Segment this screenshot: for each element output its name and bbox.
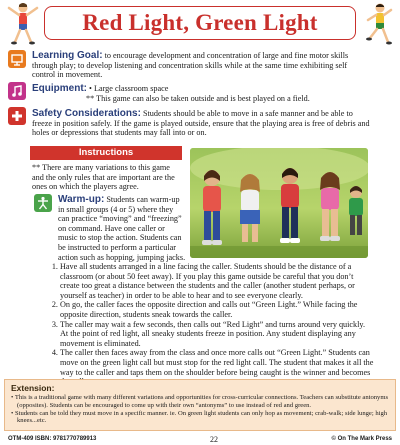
equipment-line-2: ** This game can also be taken outside and is best played on a field. — [86, 93, 310, 103]
footer-publisher: © On The Mark Press — [331, 436, 392, 442]
page-title: Red Light, Green Light — [82, 10, 318, 35]
instruction-step: 2. On go, the caller faces the opposite direction and calls out “Green Light.” While facing the opposite direction, students sneak towards the caller. — [60, 300, 374, 319]
instructions-note: ** There are many variations to this game and the only rules that are important are the ones on which the players agree. — [32, 163, 175, 192]
running-kid-right-illustration — [360, 2, 398, 46]
page-footer — [8, 434, 392, 444]
equipment-label: Equipment: — [32, 83, 87, 94]
learning-goal-text: to encourage development and concentration of large and fine motor skills through play; to develop listening and concentration skills while at the same time exhibiting self control in movement. — [32, 51, 349, 80]
safety-text: Students should be able to move in a safe manner and be able to freeze in position safely. If the game is played outside, ensure that the playing area is free of debris and holes or depressions that students may fall into or on. — [32, 109, 370, 138]
extension-box — [4, 379, 396, 431]
footer-isbn: OTM-409 ISBN: 9781770789913 — [8, 436, 97, 442]
stretching-figure-icon — [34, 194, 52, 212]
title-banner — [44, 6, 356, 40]
extension-item: • This is a traditional game with many different variations and opportunities for cross-curricular connections. Teachers can substitute antonyms (opposites). Students can be encouraged to come up with their own “antonyms” to use instead of red and green. — [11, 394, 389, 410]
music-note-icon — [8, 82, 26, 100]
target-icon — [8, 50, 26, 68]
learning-goal-label: Learning Goal: — [32, 50, 103, 61]
extension-heading: Extension: — [11, 383, 55, 393]
equipment-line-1: • Large classroom space — [89, 84, 169, 93]
page-number: 22 — [209, 434, 218, 444]
running-children-photo — [190, 148, 368, 258]
instructions-heading: Instructions — [30, 146, 182, 160]
extension-item: • Students can be told they must move in a specific manner. ie. On green light students can only hop as movement; crab-walk; side lunge; high knees...etc. — [11, 410, 389, 426]
warm-up-label: Warm-up: — [58, 194, 105, 205]
instruction-step: 1. Have all students arranged in a line facing the caller. Students should be the distance of a classroom (or about 50 feet away). If you play this game outside be careful that you don’t create too great a distance between the students and the caller (another student perhaps, or yourself as teacher) in order to be able to hear and to see everyone clearly. — [60, 262, 374, 300]
instruction-steps-list — [44, 262, 374, 387]
jumping-kid-left-illustration — [4, 2, 42, 46]
first-aid-cross-icon — [8, 107, 26, 125]
instruction-step: 3. The caller may wait a few seconds, then calls out “Red Light” and turns around very quickly. At the point of red light, all sneaky students freeze in position. Any student displaying any movement is eliminated. — [60, 320, 374, 349]
equipment-section — [32, 84, 372, 103]
safety-section — [32, 109, 372, 138]
learning-goal-section — [32, 51, 372, 80]
extension-list — [11, 394, 389, 425]
instruction-step: 4. The caller then faces away from the class and once more calls out “Green Light.” Students can move on the green light call but must stop for the red light call. The student that makes it all the way to the caller and taps them on the shoulder before being caught is the winner and becomes — [60, 348, 374, 386]
warm-up-section — [58, 195, 186, 262]
warm-up-text: Students can warm-up in small groups (4 or 5) where they can practice “moving” and “freezing” on command. Have one caller or music to stop the action. Students can be instructed to perform a particular action such as hopping, jumping jacks. — [58, 195, 186, 262]
safety-label: Safety Considerations: — [32, 108, 141, 119]
